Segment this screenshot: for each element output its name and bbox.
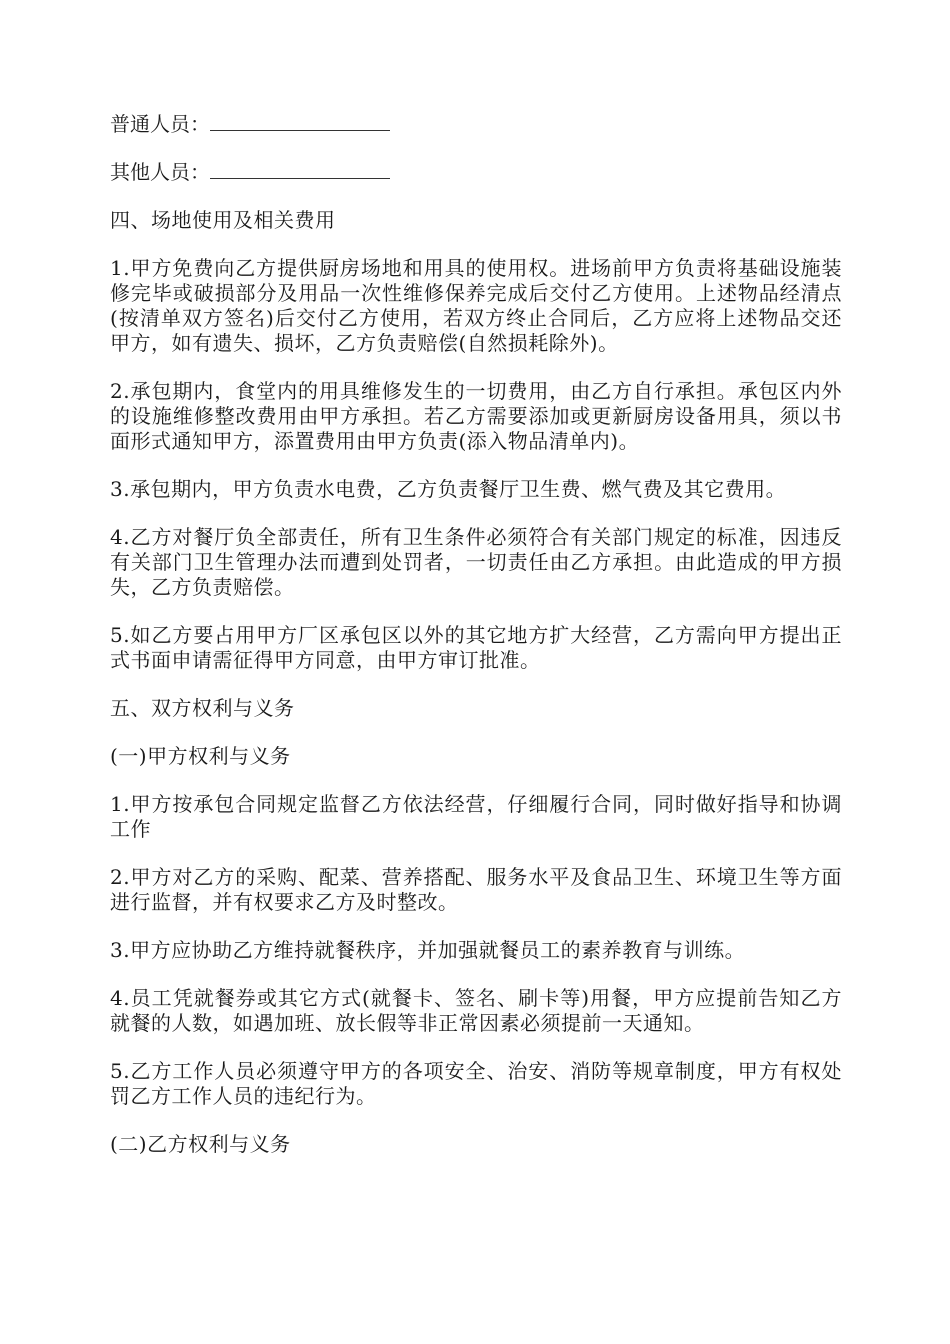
clause-paragraph: 1.甲方免费向乙方提供厨房场地和用具的使用权。进场前甲方负责将基础设施装修完毕或破损部分及用品一次性维修保养完成后交付乙方使用。上述物品经清点(按清单双方签名)后交付乙方使用，若双方终止合同后，乙方应将上述物品交还甲方，如有遗失、损坏，乙方负责赔偿(自然损耗除外)。 xyxy=(110,256,842,355)
subsection-heading: (一)甲方权利与义务 xyxy=(110,744,291,768)
blank-line xyxy=(210,114,390,131)
clause-paragraph: 3.承包期内，甲方负责水电费，乙方负责餐厅卫生费、燃气费及其它费用。 xyxy=(110,477,787,501)
field-other-staff xyxy=(110,160,842,185)
clause-paragraph: 5.乙方工作人员必须遵守甲方的各项安全、治安、消防等规章制度，甲方有权处罚乙方工作人员的违纪行为。 xyxy=(110,1059,842,1108)
subsection-heading: (二)乙方权利与义务 xyxy=(110,1132,291,1156)
field-ordinary-staff xyxy=(110,112,842,137)
field-label: 普通人员： xyxy=(110,112,210,136)
clause-paragraph: 2.甲方对乙方的采购、配菜、营养搭配、服务水平及食品卫生、环境卫生等方面进行监督，并有权要求乙方及时整改。 xyxy=(110,865,842,914)
field-label: 其他人员： xyxy=(110,160,210,184)
clause-paragraph: 2.承包期内，食堂内的用具维修发生的一切费用，由乙方自行承担。承包区内外的设施维修整改费用由甲方承担。若乙方需要添加或更新厨房设备用具，须以书面形式通知甲方，添置费用由甲方负责(添入物品清单内)。 xyxy=(110,379,842,453)
section-heading: 五、双方权利与义务 xyxy=(110,696,295,720)
clause-paragraph: 3.甲方应协助乙方维持就餐秩序，并加强就餐员工的素养教育与训练。 xyxy=(110,938,746,962)
clause-paragraph: 5.如乙方要占用甲方厂区承包区以外的其它地方扩大经营，乙方需向甲方提出正式书面申请需征得甲方同意，由甲方审订批准。 xyxy=(110,623,842,672)
blank-line xyxy=(210,162,390,179)
clause-paragraph: 1.甲方按承包合同规定监督乙方依法经营，仔细履行合同，同时做好指导和协调工作 xyxy=(110,792,842,841)
clause-paragraph: 4.员工凭就餐券或其它方式(就餐卡、签名、刷卡等)用餐，甲方应提前告知乙方就餐的人数，如遇加班、放长假等非正常因素必须提前一天通知。 xyxy=(110,986,842,1035)
section-heading: 四、场地使用及相关费用 xyxy=(110,208,336,232)
clause-paragraph: 4.乙方对餐厅负全部责任，所有卫生条件必须符合有关部门规定的标准，因违反有关部门卫生管理办法而遭到处罚者，一切责任由乙方承担。由此造成的甲方损失，乙方负责赔偿。 xyxy=(110,525,842,599)
document-page xyxy=(110,112,842,1180)
